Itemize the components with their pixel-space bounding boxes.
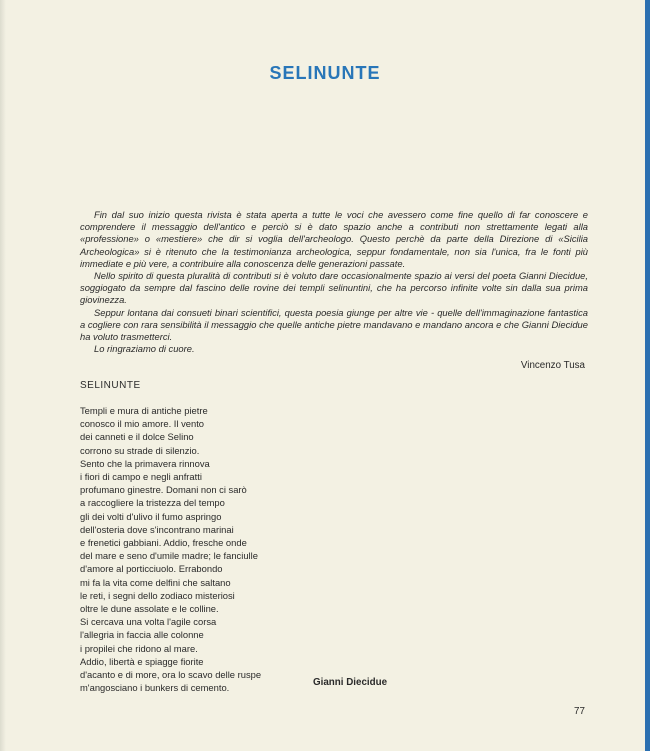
blue-edge-stripe bbox=[642, 0, 650, 751]
poem-line: Sento che la primavera rinnova bbox=[80, 457, 210, 469]
poem bbox=[80, 404, 340, 694]
poem-line: Templi e mura di antiche pietre bbox=[80, 405, 208, 416]
intro-paragraph: Lo ringraziamo di cuore. bbox=[94, 343, 195, 355]
intro-paragraph: Fin dal suo inizio questa rivista è stata aperta a tutte le voci che avessero come fine quello di far conoscere e comprendere il messaggio dell'antico e perciò si è dato spazio anche a contributi non strettamente legati alla «professione» o «mestiere» che dir si voglia dell'archeologo. Questo perchè da parte della Direzione di «Sicilia Archeologica» si è ritenuto che la testimonianza archeologica, seppur fondamentale, non sia l'unica, fra le fonti più immediate e più vere, a contribuire alla conoscenza delle generazioni passate. bbox=[80, 209, 588, 269]
poem-title: SELINUNTE bbox=[80, 380, 141, 391]
poem-line: a raccogliere la tristezza del tempo bbox=[80, 497, 225, 509]
poem-line: Si cercava una volta l'agile corsa bbox=[80, 616, 217, 628]
poem-line: corrono su strade di silenzio. bbox=[80, 444, 200, 456]
poem-line: d'amore al porticciuolo. Errabondo bbox=[80, 563, 223, 575]
intro-paragraph: Nello spirito di questa pluralità di contributi si è voluto dare occasionalmente spazio ai versi del poeta Gianni Diecidue, soggiogato da sempre dal fascino delle rovine dei templi selinuntini, che ha percorso infinite volte sin dalla sua prima giovinezza. bbox=[80, 270, 588, 306]
page-gutter-shadow bbox=[0, 0, 6, 751]
poem-line: i propilei che ridono al mare. bbox=[80, 642, 198, 654]
poem-line: oltre le dune assolate e le colline. bbox=[80, 603, 219, 615]
poem-line: gli dei volti d'ulivo il fumo aspringo bbox=[80, 510, 222, 522]
poem-line: m'angosciano i bunkers di cemento. bbox=[80, 682, 230, 694]
signature: Vincenzo Tusa bbox=[520, 360, 585, 371]
poem-line: conosco il mio amore. Il vento bbox=[80, 418, 205, 430]
poem-line: e frenetici gabbiani. Addio, fresche onde bbox=[80, 537, 247, 549]
poem-line: i fiori di campo e negli anfratti bbox=[80, 471, 202, 483]
poem-line: Addio, libertà e spiagge fiorite bbox=[80, 655, 204, 667]
poem-line: le reti, i segni dello zodiaco misteriosi bbox=[80, 589, 235, 601]
poem-line: mi fa la vita come delfini che saltano bbox=[80, 576, 231, 588]
introduction bbox=[80, 209, 588, 355]
poem-line: l'allegria in faccia alle colonne bbox=[80, 629, 204, 641]
poem-line: d'acanto e di more, ora lo scavo delle ruspe bbox=[80, 669, 262, 681]
page-title: SELINUNTE bbox=[269, 63, 381, 83]
poem-line: del mare e seno d'umile madre; le fanciulle bbox=[80, 550, 258, 562]
poem-line: dell'osteria dove s'incontrano marinai bbox=[80, 523, 234, 535]
poem-line: dei canneti e il dolce Selino bbox=[80, 431, 194, 443]
intro-paragraph: Seppur lontana dai consueti binari scientifici, questa poesia giunge per altre vie - quelle dell'immaginazione fantastica a cogliere con rara sensibilità il messaggio che quelle antiche pietre mandavano e mandano ancora e che Gianni Diecidue ha voluto trasmetterci. bbox=[80, 306, 588, 343]
poem-line: profumano ginestre. Domani non ci sarò bbox=[80, 484, 247, 496]
page-number: 77 bbox=[574, 706, 585, 717]
poem-author: Gianni Diecidue bbox=[313, 677, 388, 688]
